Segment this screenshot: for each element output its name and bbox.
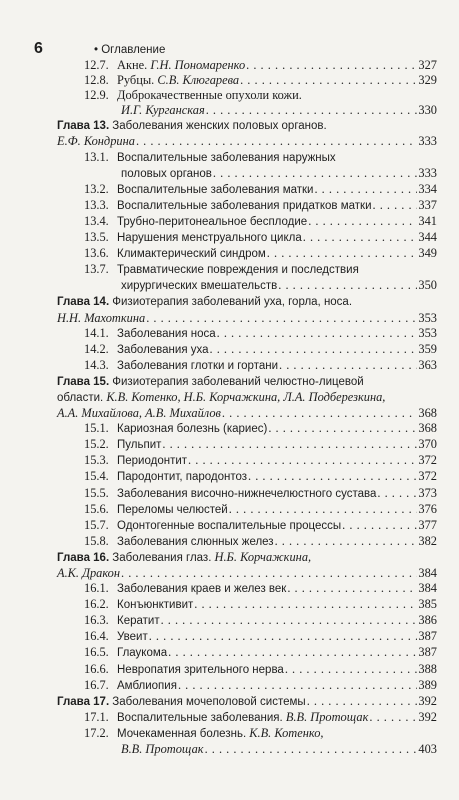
leader-dots	[369, 710, 417, 725]
toc-entry-14-3[interactable]	[57, 358, 437, 374]
entry-title: Нарушения менструального цикла	[117, 232, 302, 245]
toc-entry-15-8[interactable]	[57, 534, 437, 550]
leader-dots	[121, 566, 417, 581]
entry-page: 376	[418, 501, 437, 516]
entry-page: 392	[418, 709, 437, 724]
entry-title: Воспалительные заболевания наружных	[117, 151, 336, 164]
leader-dots	[267, 246, 418, 261]
entry-title: Травматические повреждения и последствия	[117, 264, 359, 277]
entry-page: 386	[418, 613, 437, 628]
entry-title: Заболевания носа	[117, 327, 216, 340]
entry-page: 349	[418, 246, 437, 261]
entry-author: И.Г. Курганская	[121, 103, 205, 118]
entry-title: Рубцы. С.В. Клюгарева	[117, 73, 240, 88]
chapter-author-cont: А.К. Дракон	[57, 566, 121, 580]
chapter-label: Глава 13.	[57, 120, 110, 133]
leader-dots	[188, 453, 417, 468]
entry-page: 327	[418, 58, 437, 72]
leader-dots	[136, 134, 417, 149]
entry-title: Конъюнктивит	[117, 599, 194, 612]
entry-title: Периодонтит	[117, 455, 188, 468]
leader-dots	[303, 230, 418, 245]
entry-title: Акне. Г.Н. Пономаренко	[117, 58, 246, 72]
entry-number: 12.9.	[84, 88, 109, 103]
entry-title: Заболевания краев и желез век	[117, 583, 287, 596]
chapter-title: Физиотерапия заболеваний челюстно-лицевой	[112, 375, 364, 388]
entry-number: 16.5.	[84, 645, 109, 660]
chapter-author: Е.Ф. Кондрина	[57, 134, 135, 149]
entry-title: Заболевания уха	[117, 343, 209, 356]
entry-number: 15.8.	[84, 533, 109, 548]
leader-dots	[268, 421, 417, 436]
entry-number: 17.2.	[84, 725, 109, 740]
entry-page: 382	[418, 533, 437, 548]
chapter-page: 333	[418, 134, 437, 149]
toc-entry-12-9[interactable]	[57, 88, 437, 118]
toc-entry-15-4[interactable]	[57, 469, 437, 485]
entry-title: Амблиопия	[117, 679, 177, 692]
entry-page: 385	[418, 597, 437, 612]
entry-title: Трубно-перитонеальное бесплодие	[117, 215, 308, 228]
leader-dots	[162, 437, 417, 452]
entry-page: 334	[418, 181, 437, 196]
toc-entry-16-2[interactable]	[57, 597, 437, 613]
leader-dots	[314, 182, 417, 197]
entry-number: 17.1.	[84, 709, 109, 724]
entry-number: 14.3.	[84, 357, 109, 372]
entry-title: Мочекаменная болезнь.	[117, 727, 247, 740]
page-number: 6	[34, 40, 43, 57]
entry-page: 341	[418, 213, 437, 228]
chapter-page: 368	[418, 406, 437, 421]
leader-dots	[279, 358, 417, 373]
leader-dots	[217, 326, 418, 341]
entry-number: 16.2.	[84, 597, 109, 612]
chapter-author: Н.Б. Корчажкина,	[214, 549, 312, 564]
entry-number: 15.5.	[84, 485, 109, 500]
chapter-authors-cont: А.А. Михайлова, А.В. Михайлов	[57, 406, 221, 421]
entry-number: 16.7.	[84, 677, 109, 692]
chapter-title: Заболевания глаз.	[112, 551, 212, 564]
leader-dots	[240, 73, 417, 88]
entry-title: Доброкачественные опухоли кожи.	[117, 88, 302, 103]
toc-entry-16-7[interactable]	[57, 678, 437, 694]
toc-entry-16-3[interactable]	[57, 613, 437, 629]
toc-entry-16-5[interactable]	[57, 645, 437, 661]
leader-dots	[205, 742, 418, 757]
toc-entry-16-1[interactable]	[57, 581, 437, 597]
toc-chapter-15[interactable]	[57, 374, 437, 421]
toc-entry-13-1[interactable]	[57, 150, 437, 182]
leader-dots	[222, 406, 417, 421]
chapter-label: Глава 16.	[57, 551, 110, 564]
entry-page: 372	[418, 469, 437, 484]
toc-entry-15-7[interactable]	[57, 518, 437, 534]
entry-number: 16.1.	[84, 581, 109, 596]
toc-entry-15-6[interactable]	[57, 502, 437, 518]
entry-title: Воспалительные заболевания.	[117, 711, 283, 724]
entry-number: 12.7.	[84, 58, 109, 72]
leader-dots	[178, 678, 417, 693]
entry-title: Климактерический синдром	[117, 248, 266, 261]
leader-dots	[149, 629, 418, 644]
entry-title: Увеит	[117, 631, 148, 644]
entry-number: 15.4.	[84, 469, 109, 484]
entry-title: Глаукома	[117, 647, 168, 660]
entry-number: 14.1.	[84, 325, 109, 340]
entry-page: 403	[418, 742, 437, 757]
leader-dots	[373, 198, 418, 213]
entry-number: 15.7.	[84, 517, 109, 532]
entry-page: 387	[418, 629, 437, 644]
entry-number: 15.3.	[84, 453, 109, 468]
chapter-page: 384	[418, 566, 437, 580]
entry-number: 16.4.	[84, 629, 109, 644]
toc-chapter-13[interactable]	[57, 118, 437, 149]
toc-entry-13-6[interactable]	[57, 246, 437, 262]
entry-number: 15.1.	[84, 421, 109, 436]
entry-number: 15.2.	[84, 437, 109, 452]
entry-number: 13.5.	[84, 230, 109, 245]
entry-page: 370	[418, 437, 437, 452]
entry-page: 377	[418, 517, 437, 532]
chapter-title: Заболевания мочеполовой системы	[112, 695, 306, 708]
entry-page: 359	[418, 341, 437, 356]
leader-dots	[213, 166, 417, 181]
entry-title: Пародонтит, пародонтоз	[117, 471, 248, 484]
entry-page: 388	[418, 661, 437, 676]
toc-entry-13-7[interactable]	[57, 262, 437, 294]
section-title: • Оглавление	[94, 44, 165, 56]
leader-dots	[210, 342, 418, 357]
entry-number: 12.8.	[84, 73, 109, 88]
entry-page: 344	[418, 230, 437, 245]
chapter-author: Н.Н. Махоткина	[57, 310, 146, 325]
leader-dots	[287, 581, 417, 596]
leader-dots	[229, 502, 418, 517]
toc-entry-17-2[interactable]	[57, 726, 437, 757]
leader-dots	[246, 58, 417, 73]
entry-title-cont: хирургических вмешательств	[121, 280, 278, 293]
entry-page: 387	[418, 645, 437, 660]
toc-entry-15-2[interactable]	[57, 437, 437, 453]
chapter-label: Глава 17.	[57, 695, 110, 708]
toc-entry-13-4[interactable]	[57, 214, 437, 230]
entry-number: 13.4.	[84, 213, 109, 228]
leader-dots	[307, 694, 418, 709]
toc-entry-14-1[interactable]	[57, 326, 437, 342]
entry-page: 350	[418, 278, 437, 293]
entry-page: 329	[418, 73, 437, 88]
entry-title: Заболевания глотки и гортани	[117, 359, 278, 372]
entry-title: Заболевания височно-нижнечелюстного сустава	[117, 487, 377, 500]
entry-number: 13.3.	[84, 197, 109, 212]
entry-author-cont: В.В. Протощак	[121, 742, 204, 757]
entry-page: 389	[418, 677, 437, 692]
entry-title: Воспалительные заболевания придатков матки	[117, 199, 372, 212]
entry-page: 384	[418, 581, 437, 596]
entry-page: 373	[418, 485, 437, 500]
entry-title: Невропатия зрительного нерва	[117, 663, 284, 676]
entry-title: Воспалительные заболевания матки	[117, 183, 314, 196]
leader-dots	[377, 486, 417, 501]
entry-number: 13.1.	[84, 149, 109, 164]
entry-number: 13.6.	[84, 246, 109, 261]
chapter-page: 353	[418, 310, 437, 325]
toc-entry-12-8[interactable]	[57, 73, 437, 88]
entry-title: Пульпит	[117, 439, 162, 452]
leader-dots	[168, 645, 417, 660]
leader-dots	[342, 518, 417, 533]
entry-page: 353	[418, 325, 437, 340]
chapter-title: Заболевания женских половых органов.	[112, 120, 327, 133]
entry-number: 16.3.	[84, 613, 109, 628]
chapter-page: 392	[418, 693, 437, 708]
leader-dots	[278, 278, 417, 293]
entry-title: Кариозная болезнь (кариес)	[117, 423, 268, 436]
entry-number: 15.6.	[84, 501, 109, 516]
toc-entry-15-5[interactable]	[57, 486, 437, 502]
entry-author: В.В. Протощак	[285, 709, 369, 724]
entry-page: 368	[418, 421, 437, 436]
toc-entry-13-5[interactable]	[57, 230, 437, 246]
toc-chapter-17[interactable]	[57, 694, 437, 710]
entry-page: 330	[418, 103, 437, 118]
entry-page: 337	[418, 197, 437, 212]
leader-dots	[248, 469, 417, 484]
leader-dots	[275, 534, 418, 549]
toc-entry-13-2[interactable]	[57, 182, 437, 198]
toc-entry-13-3[interactable]	[57, 198, 437, 214]
leader-dots	[308, 214, 417, 229]
table-of-contents	[57, 58, 437, 757]
leader-dots	[161, 613, 418, 628]
toc-entry-17-1[interactable]	[57, 710, 437, 726]
entry-number: 13.2.	[84, 181, 109, 196]
entry-number: 14.2.	[84, 341, 109, 356]
entry-title: Переломы челюстей	[117, 503, 228, 516]
chapter-authors: К.В. Котенко, Н.Б. Корчажкина, Л.А. Подберезкина,	[106, 389, 386, 404]
entry-title: Заболевания слюнных желез	[117, 535, 274, 548]
chapter-title-cont: области.	[57, 391, 104, 404]
toc-entry-15-3[interactable]	[57, 453, 437, 469]
leader-dots	[146, 311, 417, 326]
entry-number: 16.6.	[84, 661, 109, 676]
chapter-label: Глава 14.	[57, 296, 110, 309]
toc-chapter-14[interactable]	[57, 294, 437, 325]
entry-page: 333	[418, 165, 437, 180]
chapter-label: Глава 15.	[57, 375, 110, 388]
entry-title: Кератит	[117, 615, 160, 628]
toc-chapter-16[interactable]	[57, 550, 437, 581]
toc-entry-16-4[interactable]	[57, 629, 437, 645]
leader-dots	[194, 597, 417, 612]
entry-title-cont: половых органов	[121, 167, 212, 180]
entry-page: 372	[418, 453, 437, 468]
entry-number: 13.7.	[84, 262, 109, 277]
entry-author: К.В. Котенко,	[249, 725, 324, 740]
toc-entry-16-6[interactable]	[57, 662, 437, 678]
leader-dots	[285, 662, 418, 677]
toc-entry-14-2[interactable]	[57, 342, 437, 358]
toc-entry-15-1[interactable]	[57, 421, 437, 437]
entry-page: 363	[418, 357, 437, 372]
entry-title: Одонтогенные воспалительные процессы	[117, 519, 342, 532]
chapter-title: Физиотерапия заболеваний уха, горла, носа.	[112, 296, 353, 309]
toc-entry-12-7[interactable]	[57, 58, 437, 73]
leader-dots	[206, 103, 418, 118]
